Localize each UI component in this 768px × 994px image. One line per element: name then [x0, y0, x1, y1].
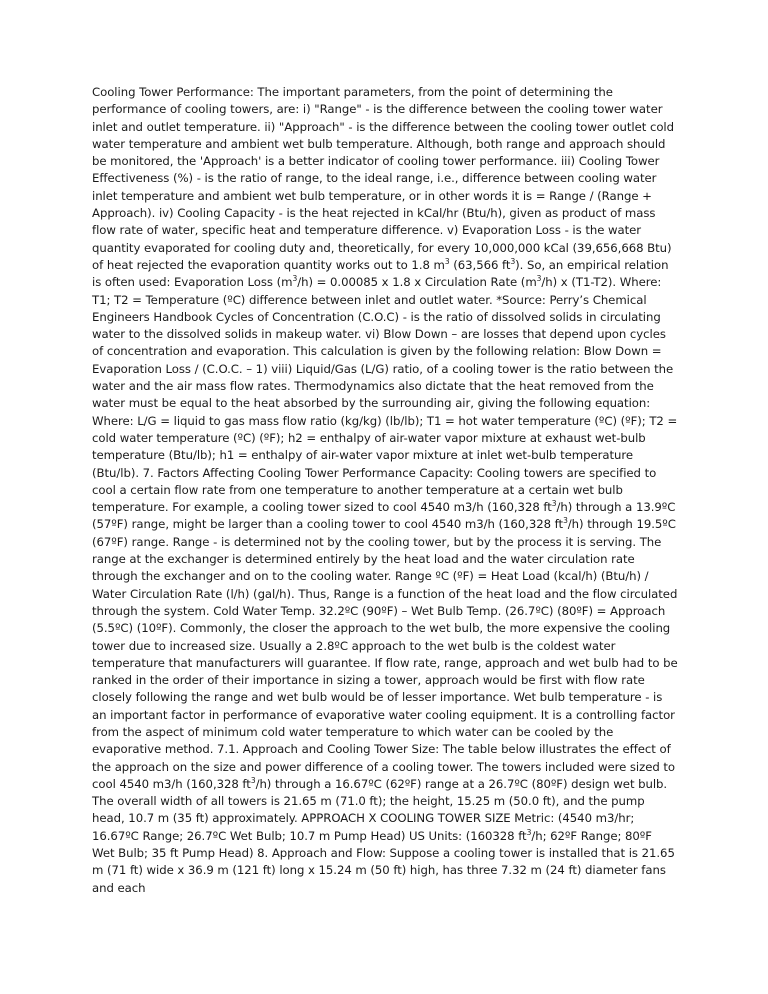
text-run: /h) through a 13.9ºC (57ºF) range, might be larger than a cooling tower to cool 4540 m3/h (160,328 ft — [92, 500, 676, 532]
text-run: (63,566 ft — [449, 257, 511, 272]
document-page — [92, 84, 678, 897]
superscript: 3 — [292, 274, 298, 284]
text-run: /h; 62ºF Range; 80ºF Wet Bulb; 35 ft Pump Head) 8. Approach and Flow: Suppose a cooling tower is installed that is 21.65 m (71 ft) wide x 36.9 m (121 ft) long x 15.24 m (50 ft) high, has three 7.32 m (24 ft) diameter fans and each — [92, 828, 675, 895]
superscript: 3 — [444, 257, 450, 267]
superscript: 3 — [526, 827, 532, 837]
superscript: 3 — [510, 257, 516, 267]
text-run: /h) through a 16.67ºC (62ºF) range at a 26.7ºC (80ºF) design wet bulb. The overall width of all towers is 21.65 m (71.0 ft); the height, 15.25 m (50.0 ft), and the pump head, 10.7 m (35 ft) approximately. APPROACH X COOLING TOWER SIZE Metric: (4540 m3/hr; 16.67ºC Range; 26.7ºC Wet Bulb; 10.7 m Pump Head) US Units: (160328 ft — [92, 776, 668, 843]
text-run: Cooling Tower Performance: The important parameters, from the point of determining the performance of cooling towers, are: i) "Range" - is the difference between the cooling tower water inlet and outlet temperature. ii) "Approach" - is the difference between the cooling tower outlet cold water temperature and ambient wet bulb temperature. Although, both range and approach should be monitored, the 'Approach' is a better indicator of cooling tower performance. iii) Cooling Tower Effectiveness (%) - is the ratio of range, to the ideal range, i.e., difference between cooling water inlet temperature and ambient wet bulb temperature, or in other words it is = Range / (Range + Approach). iv) Cooling Capacity - is the heat rejected in kCal/hr (Btu/h), given as product of mass flow rate of water, specific heat and temperature difference. v) Evaporation Loss - is the water quantity evaporated for cooling duty and, theoretically, for every 10,000,000 kCal (39,656,668 Btu) of heat rejected the evaporation quantity works out to 1.8 m — [92, 85, 675, 272]
superscript: 3 — [250, 775, 256, 785]
superscript: 3 — [536, 274, 542, 284]
text-run: /h) = 0.00085 x 1.8 x Circulation Rate (m — [297, 275, 537, 290]
text-run: /h) through 19.5ºC (67ºF) range. Range - is determined not by the cooling tower, but by the process it is serving. The range at the exchanger is determined entirely by the heat load and the water circulation rate through the exchanger and on to the cooling water. Range ºC (ºF) = Heat Load (kcal/h) (Btu/h) / Water Circulation Rate (l/h) (gal/h). Thus, Range is a function of the heat load and the flow circulated through the system. Cold Water Temp. 32.2ºC (90ºF) – Wet Bulb Temp. (26.7ºC) (80ºF) = Approach (5.5ºC) (10ºF). Commonly, the closer the approach to the wet bulb, the more expensive the cooling tower due to increased size. Usually a 2.8ºC approach to the wet bulb is the coldest water temperature that manufacturers will guarantee. If flow rate, range, approach and wet bulb had to be ranked in the order of their importance in sizing a tower, approach would be first with flow rate closely following the range and wet bulb would be of lesser importance. Wet bulb temperature - is an important factor in performance of evaporative water cooling equipment. It is a controlling factor from the aspect of minimum cold water temperature to which water can be cooled by the evaporative method. 7.1. Approach and Cooling Tower Size: The table below illustrates the effect of the approach on the size and power difference of a cooling tower. The towers included were sized to cool 4540 m3/h (160,328 ft — [92, 517, 678, 791]
superscript: 3 — [551, 499, 557, 509]
body-paragraph — [92, 84, 678, 897]
superscript: 3 — [563, 516, 568, 526]
text-run: /h) x (T1-T2). Where: T1; T2 = Temperature (ºC) difference between inlet and outlet water. *Source: Perry’s Chemical Engineers Handbook Cycles of Concentration (C.O.C) - is the ratio of dissolved solids in circulating water to the dissolved solids in makeup water. vi) Blow Down – are losses that depend upon cycles of concentration and evaporation. This calculation is given by the following relation: Blow Down = Evaporation Loss / (C.O.C. – 1) viii) Liquid/Gas (L/G) ratio, of a cooling tower is the ratio between the water and the air mass flow rates. Thermodynamics also dictate that the heat removed from the water must be equal to the heat absorbed by the surrounding air, giving the following equation: Where: L/G = liquid to gas mass flow ratio (kg/kg) (lb/lb); T1 = hot water temperature (ºC) (ºF); T2 = cold water temperature (ºC) (ºF); h2 = enthalpy of air-water vapor mixture at exhaust wet-bulb temperature (Btu/lb); h1 = enthalpy of air-water vapor mixture at inlet wet-bulb temperature (Btu/lb). 7. Factors Affecting Cooling Tower Performance Capacity: Cooling towers are specified to cool a certain flow rate from one temperature to another temperature at a certain wet bulb temperature. For example, a cooling tower sized to cool 4540 m3/h (160,328 ft — [92, 275, 678, 515]
text-run: ). So, an empirical relation is often used: Evaporation Loss (m — [92, 257, 669, 290]
